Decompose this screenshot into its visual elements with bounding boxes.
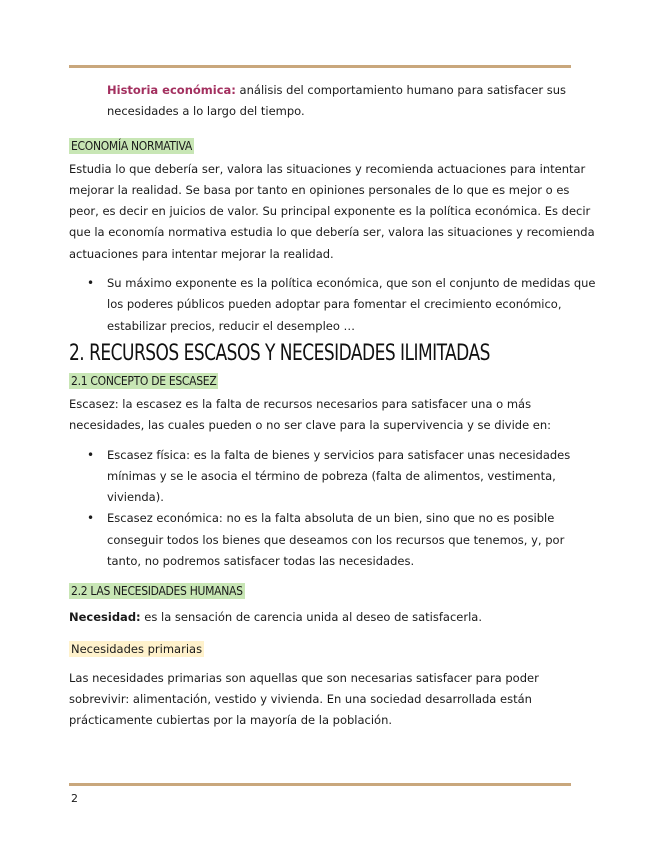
primarias-label: Necesidades primarias: [71, 641, 203, 656]
necesidades-heading-wrap: [69, 580, 601, 601]
escasez-economica-bullet: • Escasez económica: no es la falta absoluta de un bien, sino que no es posible conseguir todos los bienes que deseamos con los recursos que tenemos, y, por tanto, no podremos satisfacer todas las necesidades.: [107, 508, 601, 572]
escasez-heading: 2.1 CONCEPTO DE ESCASEZ: [71, 373, 217, 388]
escasez-paragraph: Escasez: la escasez es la falta de recursos necesarios para satisfacer una o más necesidades, las cuales pueden o no ser clave para la supervivencia y se divide en:: [69, 396, 552, 433]
normativa-paragraph: Estudia lo que debería ser, valora las situaciones y recomienda actuaciones para intentar mejorar la realidad. Se basa por tanto en opiniones personales de lo que es mejor o es peor, es decir en juicios de valor. Su principal exponente es la política económica. Es decir que la economía normativa estudia lo que debería ser, valora las situaciones y recomienda actuaciones para intentar mejorar la realidad.: [69, 161, 595, 261]
bottom-divider: [69, 783, 571, 786]
necesidad-definition: [69, 607, 601, 628]
normativa-heading: ECONOMÍA NORMATIVA: [71, 138, 192, 153]
normativa-bullet-list: [69, 273, 601, 337]
normativa-heading-wrap: [69, 135, 601, 156]
page-number: 2: [71, 792, 78, 805]
section-2-title: 2. RECURSOS ESCASOS Y NECESIDADES ILIMITADAS: [69, 340, 490, 366]
primarias-paragraph: Las necesidades primarias son aquellas que son necesarias satisfacer para poder sobrevivir: alimentación, vestido y vivienda. En una sociedad desarrollada están prácticamente cubiertas por la mayoría de la población.: [69, 670, 539, 728]
necesidades-heading: 2.2 LAS NECESIDADES HUMANAS: [71, 584, 243, 599]
normativa-bullet: • Su máximo exponente es la política económica, que son el conjunto de medidas que los poderes públicos pueden adoptar para fomentar el crecimiento económico, estabilizar precios, reducir el desempleo …: [107, 273, 601, 337]
escasez-bullet-list: [69, 445, 601, 573]
historia-economica-term: Historia económica:: [107, 83, 236, 97]
necesidad-text: es la sensación de carencia unida al deseo de satisfacerla.: [140, 610, 482, 625]
top-divider: [69, 65, 571, 68]
historia-economica-text: análisis del comportamiento humano para satisfacer sus necesidades a lo largo del tiempo.: [107, 83, 567, 119]
escasez-fisica-bullet: • Escasez física: es la falta de bienes y servicios para satisfacer unas necesidades mínimas y se le asocia el término de pobreza (falta de alimentos, vestimenta, vivienda).: [107, 445, 601, 509]
document-body: [69, 80, 601, 732]
necesidad-term: Necesidad:: [69, 610, 141, 625]
escasez-heading-wrap: [69, 370, 601, 391]
historia-economica-definition: [107, 80, 601, 123]
primarias-label-wrap: [69, 638, 601, 657]
